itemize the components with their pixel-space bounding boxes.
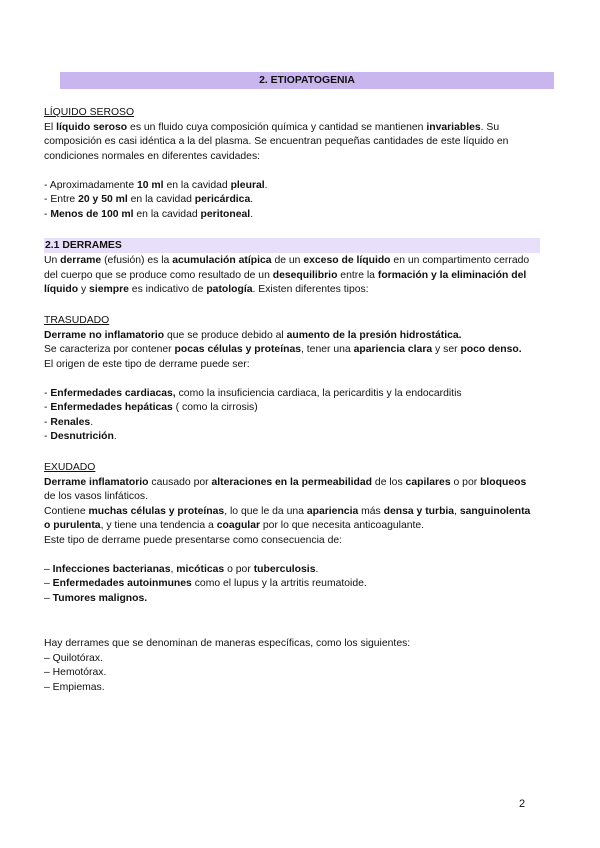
- blank-line: [44, 372, 564, 387]
- especificos-list-item: – Empiemas.: [44, 681, 105, 693]
- especificos-section: [44, 637, 564, 695]
- seroso-line-1: El líquido seroso es un fluido cuya composición química y cantidad se mantienen invariables. Su: [44, 121, 500, 133]
- trasudado-line-2: Se caracteriza por contener pocas células y proteínas, tener una apariencia clara y ser poco denso.: [44, 344, 522, 355]
- trasudado-list-item: - Desnutrición.: [44, 431, 117, 442]
- trasudado-list-item: - Enfermedades hepáticas ( como la cirrosis): [44, 402, 258, 413]
- seroso-list-item: - Entre 20 y 50 ml en la cavidad pericárdica.: [44, 194, 254, 205]
- derrames-line-1: Un derrame (efusión) es la acumulación atípica de un exceso de líquido en un compartimento cerrado: [44, 255, 530, 266]
- exudado-list-item: – Infecciones bacterianas, micóticas o por tuberculosis.: [44, 563, 319, 575]
- seroso-heading: LÍQUIDO SEROSO: [44, 107, 135, 118]
- exudado-line-2: de los vasos linfáticos.: [44, 491, 148, 502]
- exudado-line-5: Este tipo de derrame puede presentarse como consecuencia de:: [44, 534, 343, 546]
- exudado-list-item: – Enfermedades autoinmunes como el lupus y la artritis reumatoide.: [44, 578, 367, 589]
- trasudado-line-3: El origen de este tipo de derrame puede ser:: [44, 358, 250, 370]
- derrames-line-3: líquido y siempre es indicativo de patología. Existen diferentes tipos:: [44, 284, 369, 295]
- blank-line: [44, 548, 564, 563]
- page-number: 2: [519, 798, 526, 810]
- trasudado-list-item: - Renales.: [44, 416, 94, 428]
- exudado-line-1: Derrame inflamatorio causado por alteraciones en la permeabilidad de los capilares o por bloqueos: [44, 476, 527, 488]
- seroso-section: [44, 106, 564, 222]
- trasudado-list-item: - Enfermedades cardiacas, como la insuficiencia cardiaca, la pericarditis y la endocarditis: [44, 387, 462, 399]
- seroso-list-item: - Aproximadamente 10 ml en la cavidad pleural.: [44, 179, 268, 191]
- especificos-intro: Hay derrames que se denominan de maneras específicas, como los siguientes:: [44, 638, 411, 649]
- blank-line: [44, 164, 564, 179]
- derrames-section: [44, 254, 564, 298]
- exudado-list-item: – Tumores malignos.: [44, 592, 148, 604]
- seroso-line-2: composición es casi idéntica a la del plasma. Se encuentran pequeñas cantidades de este líquido en: [44, 136, 509, 147]
- seroso-list-item: - Menos de 100 ml en la cavidad peritoneal.: [44, 208, 254, 220]
- seroso-line-3: condiciones normales en diferentes cavidades:: [44, 150, 261, 162]
- exudado-line-4: o purulenta, y tiene una tendencia a coagular por lo que necesita anticoagulante.: [44, 520, 425, 531]
- trasudado-heading: TRASUDADO: [44, 315, 110, 326]
- section-header: 2. ETIOPATOGENIA: [60, 72, 554, 89]
- exudado-line-3: Contiene muchas células y proteínas, lo que le da una apariencia más densa y turbia, sanguinolenta: [44, 505, 531, 517]
- exudado-heading: EXUDADO: [44, 462, 96, 473]
- trasudado-section: [44, 314, 564, 445]
- subsection-header: 2.1 DERRAMES: [44, 238, 540, 253]
- especificos-list-item: – Hemotórax.: [44, 667, 107, 678]
- trasudado-line-1: Derrame no inflamatorio que se produce debido al aumento de la presión hidrostática.: [44, 329, 462, 341]
- exudado-section: [44, 461, 564, 606]
- especificos-list-item: – Quilotórax.: [44, 652, 103, 664]
- derrames-line-2: del cuerpo que se produce como resultado de un desequilibrio entre la formación y la eliminación del: [44, 269, 527, 281]
